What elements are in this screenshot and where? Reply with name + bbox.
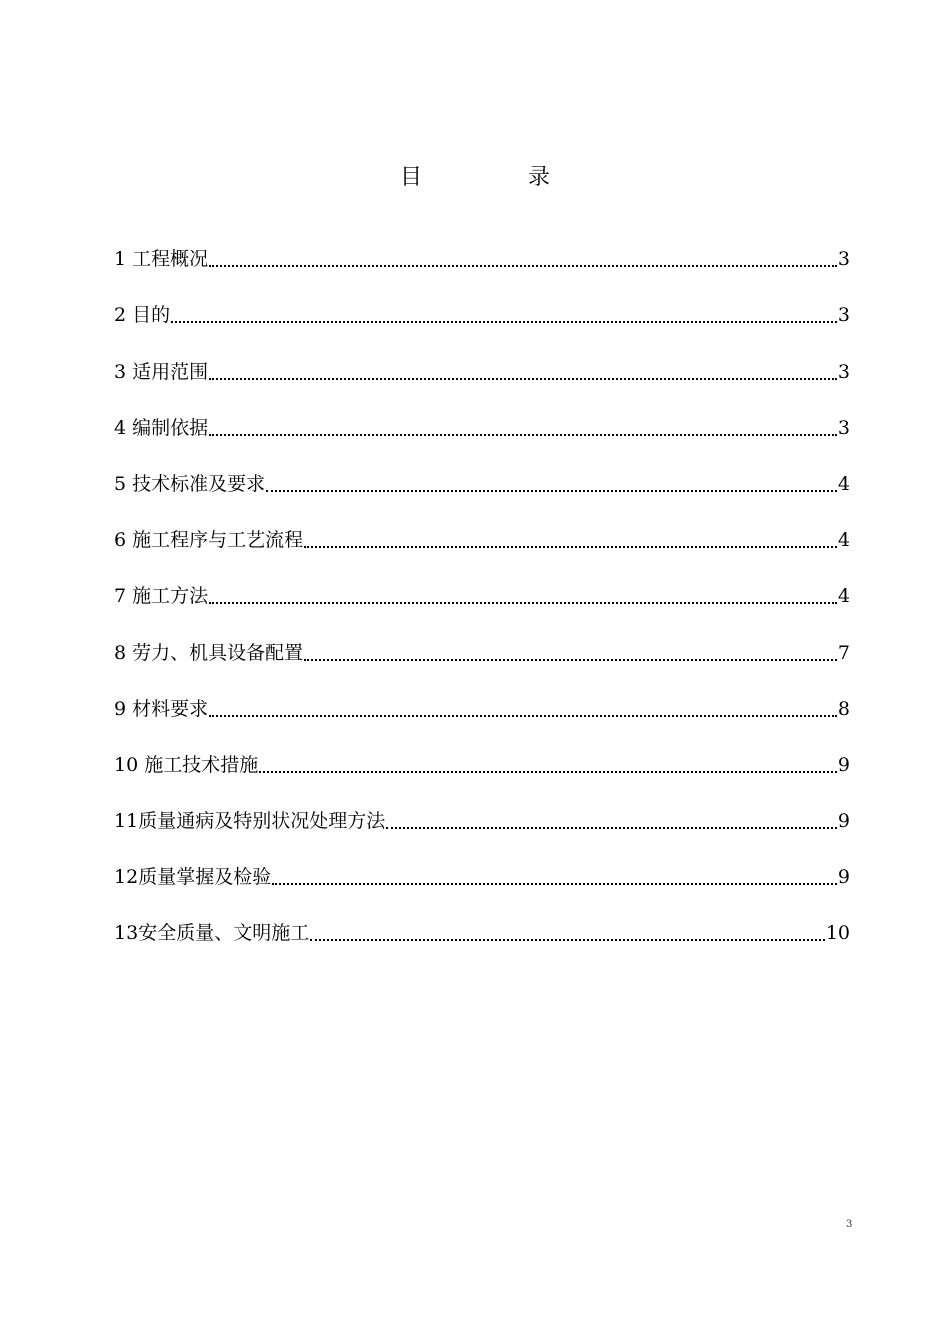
toc-entry-title: 材料要求 (132, 697, 209, 720)
dot-leader (304, 659, 837, 661)
toc-entry-number: 13 (114, 922, 139, 945)
toc-entry-page: 4 (837, 472, 850, 495)
toc-entry[interactable] (114, 332, 850, 388)
toc-entry-title: 施工方法 (132, 585, 209, 608)
toc-entry-title: 工程概况 (132, 248, 209, 271)
toc-entry[interactable] (114, 557, 850, 613)
dot-leader (171, 321, 837, 323)
toc-entry[interactable] (114, 276, 850, 332)
toc-entry-number: 10 (114, 753, 145, 776)
toc-entry-number: 3 (114, 360, 133, 383)
toc-entry[interactable] (114, 501, 850, 557)
toc-entry[interactable] (114, 670, 850, 726)
toc-entry[interactable] (114, 782, 850, 838)
toc-entry-title: 劳力、机具设备配置 (132, 641, 304, 664)
toc-entry-title: 适用范围 (132, 360, 209, 383)
toc-entry-page: 3 (837, 304, 850, 327)
toc-entry-page: 3 (837, 416, 850, 439)
dot-leader (310, 939, 825, 941)
toc-entry-number: 1 (114, 248, 133, 271)
toc-entry-number: 11 (114, 810, 139, 833)
toc-entry-title: 质量掌握及检验 (138, 866, 272, 889)
toc-entry-title: 技术标准及要求 (132, 472, 266, 495)
dot-leader (386, 827, 837, 829)
toc-list (114, 220, 850, 950)
toc-entry-page: 7 (837, 641, 850, 664)
toc-entry-page: 9 (837, 753, 850, 776)
toc-entry-page: 8 (837, 697, 850, 720)
toc-entry-title: 施工技术措施 (144, 753, 259, 776)
dot-leader (304, 546, 837, 548)
dot-leader (209, 602, 837, 604)
dot-leader (209, 434, 837, 436)
toc-entry-title: 安全质量、文明施工 (138, 922, 310, 945)
toc-entry-number: 2 (114, 304, 133, 327)
toc-entry-title: 编制依据 (132, 416, 209, 439)
toc-entry-page: 3 (837, 360, 850, 383)
toc-entry-page: 10 (825, 922, 850, 945)
toc-entry[interactable] (114, 838, 850, 894)
toc-entry-number: 8 (114, 641, 133, 664)
toc-entry[interactable] (114, 726, 850, 782)
toc-entry-number: 6 (114, 529, 133, 552)
toc-entry-number: 9 (114, 697, 133, 720)
toc-entry[interactable] (114, 389, 850, 445)
toc-entry-title: 目的 (132, 304, 171, 327)
dot-leader (209, 265, 837, 267)
dot-leader (272, 883, 837, 885)
dot-leader (209, 715, 837, 717)
toc-entry-page: 9 (837, 810, 850, 833)
toc-entry[interactable] (114, 220, 850, 276)
page-number: 3 (846, 1219, 853, 1230)
toc-entry-number: 5 (114, 472, 133, 495)
toc-entry-page: 9 (837, 866, 850, 889)
dot-leader (209, 378, 837, 380)
toc-entry-title: 施工程序与工艺流程 (132, 529, 304, 552)
toc-entry[interactable] (114, 613, 850, 669)
toc-entry-title: 质量通病及特别状况处理方法 (138, 810, 386, 833)
toc-entry-page: 4 (837, 585, 850, 608)
dot-leader (259, 771, 837, 773)
toc-title: 目 录 (399, 165, 592, 190)
dot-leader (266, 490, 837, 492)
toc-entry-number: 7 (114, 585, 133, 608)
toc-entry[interactable] (114, 894, 850, 950)
toc-entry[interactable] (114, 445, 850, 501)
toc-entry-page: 4 (837, 529, 850, 552)
toc-entry-number: 12 (114, 866, 139, 889)
toc-entry-number: 4 (114, 416, 133, 439)
toc-entry-page: 3 (837, 248, 850, 271)
